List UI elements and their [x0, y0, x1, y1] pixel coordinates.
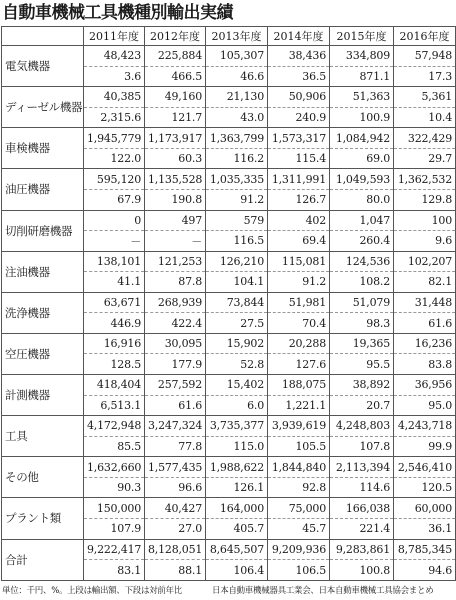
yoy-ratio-cell: 91.2	[268, 272, 330, 293]
category-label: プラント類	[2, 498, 84, 539]
export-amount-cell: 166,038	[330, 498, 394, 519]
export-amount-cell: 1,362,532	[394, 169, 456, 190]
export-amount-cell: 334,809	[330, 46, 394, 67]
export-amount-cell: 100	[394, 210, 456, 231]
header-year: 2016年度	[394, 27, 456, 46]
export-amount-cell: 268,939	[145, 292, 206, 313]
export-amount-cell: 1,573,317	[268, 128, 330, 149]
yoy-ratio-cell: 67.9	[84, 189, 145, 210]
export-amount-cell: 418,404	[84, 375, 145, 396]
table-row	[2, 375, 456, 396]
yoy-ratio-cell: 77.8	[145, 436, 206, 457]
category-label: 工具	[2, 416, 84, 457]
category-label: 電気機器	[2, 46, 84, 87]
yoy-ratio-cell: 10.4	[394, 107, 456, 128]
yoy-ratio-cell: 128.5	[84, 354, 145, 375]
yoy-ratio-cell: 1,221.1	[268, 395, 330, 416]
yoy-ratio-cell: 87.8	[145, 272, 206, 293]
export-amount-cell: 164,000	[206, 498, 268, 519]
export-amount-cell: 322,429	[394, 128, 456, 149]
category-label: 車検機器	[2, 128, 84, 169]
export-amount-cell: 595,120	[84, 169, 145, 190]
table-row	[2, 210, 456, 231]
yoy-ratio-cell: 115.0	[206, 436, 268, 457]
yoy-ratio-cell: 127.6	[268, 354, 330, 375]
category-label: 油圧機器	[2, 169, 84, 210]
yoy-ratio-cell: 122.0	[84, 148, 145, 169]
export-amount-cell: 19,365	[330, 333, 394, 354]
export-amount-cell: 49,160	[145, 87, 206, 108]
yoy-ratio-cell: 100.8	[330, 560, 394, 581]
yoy-ratio-cell: 83.8	[394, 354, 456, 375]
export-amount-cell: 121,253	[145, 251, 206, 272]
yoy-ratio-cell: 90.3	[84, 477, 145, 498]
category-label: その他	[2, 457, 84, 498]
export-amount-cell: 60,000	[394, 498, 456, 519]
header-year: 2013年度	[206, 27, 268, 46]
yoy-ratio-cell: 27.0	[145, 518, 206, 539]
table-row	[2, 457, 456, 478]
yoy-ratio-cell: 94.6	[394, 560, 456, 581]
export-amount-cell: 40,385	[84, 87, 145, 108]
category-label: ディーゼル機器	[2, 87, 84, 128]
yoy-ratio-cell: 221.4	[330, 518, 394, 539]
export-amount-cell: 20,288	[268, 333, 330, 354]
export-amount-cell: 115,081	[268, 251, 330, 272]
export-amount-cell: 188,075	[268, 375, 330, 396]
export-amount-cell: 51,981	[268, 292, 330, 313]
export-amount-cell: 48,423	[84, 46, 145, 67]
yoy-ratio-cell: 43.0	[206, 107, 268, 128]
yoy-ratio-cell: 70.4	[268, 313, 330, 334]
yoy-ratio-cell: 190.8	[145, 189, 206, 210]
export-amount-cell: 8,785,345	[394, 539, 456, 560]
yoy-ratio-cell: 106.5	[268, 560, 330, 581]
export-table	[1, 26, 456, 581]
export-amount-cell: 124,536	[330, 251, 394, 272]
export-amount-cell: 36,956	[394, 375, 456, 396]
header-year: 2012年度	[145, 27, 206, 46]
header-row	[2, 27, 456, 46]
yoy-ratio-cell: 45.7	[268, 518, 330, 539]
yoy-ratio-cell: 129.8	[394, 189, 456, 210]
category-label: 合計	[2, 539, 84, 581]
export-amount-cell: 38,436	[268, 46, 330, 67]
page-title: 自動車機械工具機種別輸出実績	[2, 3, 233, 23]
header-year: 2014年度	[268, 27, 330, 46]
yoy-ratio-cell: 29.7	[394, 148, 456, 169]
export-amount-cell: 105,307	[206, 46, 268, 67]
export-amount-cell: 15,402	[206, 375, 268, 396]
export-amount-cell: 1,084,942	[330, 128, 394, 149]
yoy-ratio-cell: 98.3	[330, 313, 394, 334]
yoy-ratio-cell: 466.5	[145, 66, 206, 87]
table-row	[2, 128, 456, 149]
yoy-ratio-cell: 6,513.1	[84, 395, 145, 416]
export-amount-cell: 75,000	[268, 498, 330, 519]
yoy-ratio-cell: 17.3	[394, 66, 456, 87]
yoy-ratio-cell: 36.1	[394, 518, 456, 539]
yoy-ratio-cell: 95.0	[394, 395, 456, 416]
export-amount-cell: 150,000	[84, 498, 145, 519]
export-amount-cell: 3,735,377	[206, 416, 268, 437]
category-label: 洗浄機器	[2, 292, 84, 333]
yoy-ratio-cell: 108.2	[330, 272, 394, 293]
export-amount-cell: 16,916	[84, 333, 145, 354]
yoy-ratio-cell: 3.6	[84, 66, 145, 87]
yoy-ratio-cell: 114.6	[330, 477, 394, 498]
category-label: 切削研磨機器	[2, 210, 84, 251]
export-amount-cell: 38,892	[330, 375, 394, 396]
yoy-ratio-cell: 83.1	[84, 560, 145, 581]
table-row	[2, 333, 456, 354]
yoy-ratio-cell: 27.5	[206, 313, 268, 334]
export-amount-cell: 3,247,324	[145, 416, 206, 437]
export-amount-cell: 579	[206, 210, 268, 231]
yoy-ratio-cell: 99.9	[394, 436, 456, 457]
header-year: 2015年度	[330, 27, 394, 46]
yoy-ratio-cell: 95.5	[330, 354, 394, 375]
export-amount-cell: 1,577,435	[145, 457, 206, 478]
yoy-ratio-cell: 126.1	[206, 477, 268, 498]
export-amount-cell: 63,671	[84, 292, 145, 313]
yoy-ratio-cell: 92.8	[268, 477, 330, 498]
yoy-ratio-cell: 96.6	[145, 477, 206, 498]
export-amount-cell: 5,361	[394, 87, 456, 108]
export-amount-cell: 1,173,917	[145, 128, 206, 149]
yoy-ratio-cell: 69.4	[268, 231, 330, 252]
footer	[2, 584, 434, 596]
yoy-ratio-cell: 105.5	[268, 436, 330, 457]
export-amount-cell: 1,844,840	[268, 457, 330, 478]
yoy-ratio-cell: 46.6	[206, 66, 268, 87]
export-amount-cell: 1,945,779	[84, 128, 145, 149]
export-amount-cell: 73,844	[206, 292, 268, 313]
yoy-ratio-cell: 41.1	[84, 272, 145, 293]
yoy-ratio-cell: 2,315.6	[84, 107, 145, 128]
export-amount-cell: 497	[145, 210, 206, 231]
yoy-ratio-cell: －	[84, 231, 145, 252]
yoy-ratio-cell: 422.4	[145, 313, 206, 334]
export-amount-cell: 1,047	[330, 210, 394, 231]
export-amount-cell: 0	[84, 210, 145, 231]
export-amount-cell: 50,906	[268, 87, 330, 108]
yoy-ratio-cell: 80.0	[330, 189, 394, 210]
export-amount-cell: 40,427	[145, 498, 206, 519]
export-amount-cell: 138,101	[84, 251, 145, 272]
yoy-ratio-cell: 106.4	[206, 560, 268, 581]
export-amount-cell: 402	[268, 210, 330, 231]
category-label: 空圧機器	[2, 333, 84, 374]
table-row	[2, 251, 456, 272]
export-amount-cell: 9,283,861	[330, 539, 394, 560]
table-row	[2, 169, 456, 190]
table-row	[2, 292, 456, 313]
yoy-ratio-cell: 52.8	[206, 354, 268, 375]
export-amount-cell: 3,939,619	[268, 416, 330, 437]
yoy-ratio-cell: 177.9	[145, 354, 206, 375]
yoy-ratio-cell: 107.9	[84, 518, 145, 539]
category-label: 計測機器	[2, 375, 84, 416]
yoy-ratio-cell: 85.5	[84, 436, 145, 457]
export-amount-cell: 30,095	[145, 333, 206, 354]
export-amount-cell: 57,948	[394, 46, 456, 67]
yoy-ratio-cell: 240.9	[268, 107, 330, 128]
yoy-ratio-cell: －	[145, 231, 206, 252]
yoy-ratio-cell: 20.7	[330, 395, 394, 416]
yoy-ratio-cell: 107.8	[330, 436, 394, 457]
export-amount-cell: 15,902	[206, 333, 268, 354]
yoy-ratio-cell: 91.2	[206, 189, 268, 210]
yoy-ratio-cell: 69.0	[330, 148, 394, 169]
header-year: 2011年度	[84, 27, 145, 46]
export-amount-cell: 21,130	[206, 87, 268, 108]
table-row	[2, 46, 456, 67]
table-row	[2, 87, 456, 108]
yoy-ratio-cell: 104.1	[206, 272, 268, 293]
export-amount-cell: 1,363,799	[206, 128, 268, 149]
export-amount-cell: 102,207	[394, 251, 456, 272]
yoy-ratio-cell: 6.0	[206, 395, 268, 416]
export-amount-cell: 31,448	[394, 292, 456, 313]
export-amount-cell: 1,035,335	[206, 169, 268, 190]
yoy-ratio-cell: 120.5	[394, 477, 456, 498]
yoy-ratio-cell: 88.1	[145, 560, 206, 581]
yoy-ratio-cell: 82.1	[394, 272, 456, 293]
yoy-ratio-cell: 871.1	[330, 66, 394, 87]
export-amount-cell: 51,079	[330, 292, 394, 313]
unit-note: 単位：千円、%。上段は輸出額、下段は対前年比	[2, 586, 182, 596]
table-row	[2, 498, 456, 519]
export-amount-cell: 8,128,051	[145, 539, 206, 560]
yoy-ratio-cell: 260.4	[330, 231, 394, 252]
yoy-ratio-cell: 116.2	[206, 148, 268, 169]
export-amount-cell: 1,049,593	[330, 169, 394, 190]
export-amount-cell: 4,243,718	[394, 416, 456, 437]
yoy-ratio-cell: 9.6	[394, 231, 456, 252]
export-amount-cell: 8,645,507	[206, 539, 268, 560]
export-amount-cell: 9,209,936	[268, 539, 330, 560]
export-amount-cell: 126,210	[206, 251, 268, 272]
yoy-ratio-cell: 100.9	[330, 107, 394, 128]
table-row	[2, 539, 456, 560]
export-amount-cell: 2,113,394	[330, 457, 394, 478]
export-amount-cell: 51,363	[330, 87, 394, 108]
export-amount-cell: 4,248,803	[330, 416, 394, 437]
export-amount-cell: 1,311,991	[268, 169, 330, 190]
yoy-ratio-cell: 446.9	[84, 313, 145, 334]
export-amount-cell: 4,172,948	[84, 416, 145, 437]
export-amount-cell: 1,135,528	[145, 169, 206, 190]
export-amount-cell: 1,632,660	[84, 457, 145, 478]
table-row	[2, 416, 456, 437]
yoy-ratio-cell: 126.7	[268, 189, 330, 210]
category-label: 注油機器	[2, 251, 84, 292]
source-note: 日本自動車機械器具工業会、日本自動車機械工具協会まとめ	[212, 586, 434, 596]
yoy-ratio-cell: 121.7	[145, 107, 206, 128]
yoy-ratio-cell: 116.5	[206, 231, 268, 252]
yoy-ratio-cell: 405.7	[206, 518, 268, 539]
export-amount-cell: 257,592	[145, 375, 206, 396]
export-amount-cell: 225,884	[145, 46, 206, 67]
yoy-ratio-cell: 61.6	[394, 313, 456, 334]
export-amount-cell: 16,236	[394, 333, 456, 354]
yoy-ratio-cell: 115.4	[268, 148, 330, 169]
yoy-ratio-cell: 60.3	[145, 148, 206, 169]
export-amount-cell: 1,988,622	[206, 457, 268, 478]
header-corner	[2, 27, 84, 46]
export-amount-cell: 2,546,410	[394, 457, 456, 478]
yoy-ratio-cell: 36.5	[268, 66, 330, 87]
export-amount-cell: 9,222,417	[84, 539, 145, 560]
yoy-ratio-cell: 61.6	[145, 395, 206, 416]
